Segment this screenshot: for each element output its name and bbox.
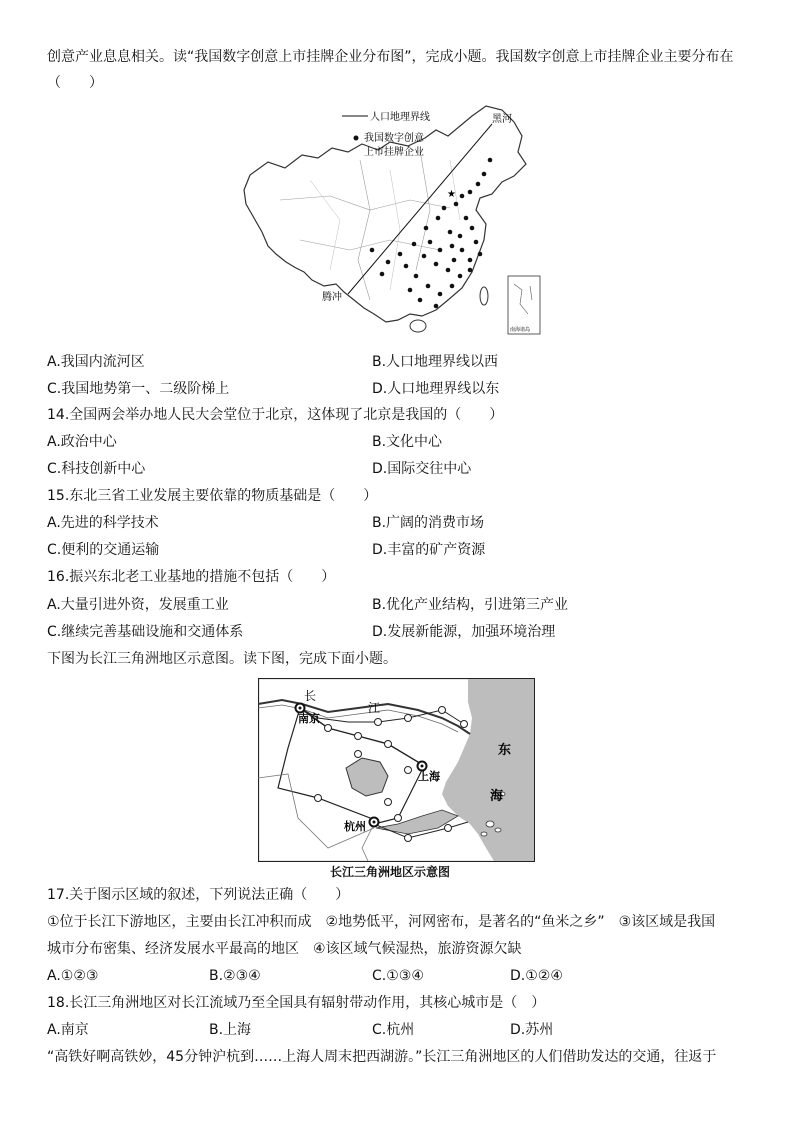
q15-option-b[interactable]: B.广阔的消费市场: [372, 515, 485, 531]
q17-statement-1: ①位于长江下游地区，主要由长江冲积而成 ②地势低平，河网密布，是著名的“鱼米之乡” ③该区域是我国: [47, 914, 716, 930]
q13-option-b[interactable]: B.人口地理界线以西: [372, 354, 499, 370]
label-heihe: 黑河: [492, 114, 512, 125]
label-jiang: 江: [368, 701, 381, 715]
q16-option-b[interactable]: B.优化产业结构，引进第三产业: [372, 597, 569, 613]
q15-stem: 15.东北三省工业发展主要依靠的物质基础是（ ）: [47, 488, 378, 504]
q17-statement-2: 城市分布密集、经济发展水平最高的地区 ④该区域气候湿热，旅游资源欠缺: [47, 941, 522, 957]
q17-option-b[interactable]: B.②③④: [209, 968, 261, 984]
q18-option-d[interactable]: D.苏州: [510, 1022, 554, 1038]
q13-option-c[interactable]: C.我国地势第一、二级阶梯上: [47, 381, 230, 397]
label-shanghai: 上海: [418, 770, 440, 783]
legend-line-label: 人口地理界线: [370, 112, 430, 123]
intro-line-2: （ ）: [47, 75, 103, 91]
q18-option-c[interactable]: C.杭州: [372, 1022, 415, 1038]
inset-label: 南海诸岛: [510, 327, 531, 333]
q18-stem: 18.长江三角洲地区对长江流域乃至全国具有辐射带动作用，其核心城市是（ ）: [47, 995, 546, 1011]
q14-stem: 14.全国两会举办地人民大会堂位于北京，这体现了北京是我国的（ ）: [47, 407, 504, 423]
q15-option-d[interactable]: D.丰富的矿产资源: [372, 542, 486, 558]
label-tengchong: 腾冲: [322, 292, 342, 303]
q18-option-a[interactable]: A.南京: [47, 1022, 89, 1038]
q14-option-d[interactable]: D.国际交往中心: [372, 461, 472, 477]
label-dong: 东: [498, 743, 512, 758]
legend-dot-label-1: 我国数字创意: [364, 133, 424, 144]
q17-option-a[interactable]: A.①②③: [47, 968, 99, 984]
legend-dot-label-2: 上市挂牌企业: [364, 147, 424, 158]
q16-option-c[interactable]: C.继续完善基础设施和交通体系: [47, 624, 244, 640]
q13-option-d[interactable]: D.人口地理界线以东: [372, 381, 500, 397]
q13-option-a[interactable]: A.我国内流河区: [47, 354, 145, 370]
q17-stem: 17.关于图示区域的叙述，下列说法正确（ ）: [47, 887, 350, 903]
map2-intro: 下图为长江三角洲地区示意图。读下图，完成下面小题。: [47, 651, 397, 667]
china-enterprise-map: [240, 100, 550, 340]
q18-option-b[interactable]: B.上海: [209, 1022, 252, 1038]
q15-option-c[interactable]: C.便利的交通运输: [47, 542, 160, 558]
label-nanjing: 南京: [298, 712, 320, 725]
q17-option-c[interactable]: C.①③④: [372, 968, 424, 984]
tail-passage: “高铁好啊高铁妙，45分钟沪杭到……上海人周末把西湖游。”长江三角洲地区的人们借助发达的交通，往返于: [47, 1049, 717, 1065]
label-hai: 海: [490, 789, 504, 804]
intro-line-1: 创意产业息息相关。读“我国数字创意上市挂牌企业分布图”，完成小题。我国数字创意上市挂牌企业主要分布在: [47, 49, 734, 65]
q14-option-a[interactable]: A.政治中心: [47, 434, 117, 450]
beijing-star-icon: ★: [447, 189, 456, 200]
label-hangzhou: 杭州: [344, 820, 366, 833]
yangtze-delta-map: [258, 678, 535, 862]
q14-option-c[interactable]: C.科技创新中心: [47, 461, 146, 477]
q17-option-d[interactable]: D.①②④: [510, 968, 563, 984]
label-chang: 长: [304, 689, 317, 703]
q15-option-a[interactable]: A.先进的科学技术: [47, 515, 159, 531]
q16-stem: 16.振兴东北老工业基地的措施不包括（ ）: [47, 569, 336, 585]
map2-caption: 长江三角洲地区示意图: [330, 865, 451, 879]
q14-option-b[interactable]: B.文化中心: [372, 434, 443, 450]
q16-option-d[interactable]: D.发展新能源，加强环境治理: [372, 624, 556, 640]
q16-option-a[interactable]: A.大量引进外资，发展重工业: [47, 597, 229, 613]
enterprise-dots: [370, 158, 493, 309]
